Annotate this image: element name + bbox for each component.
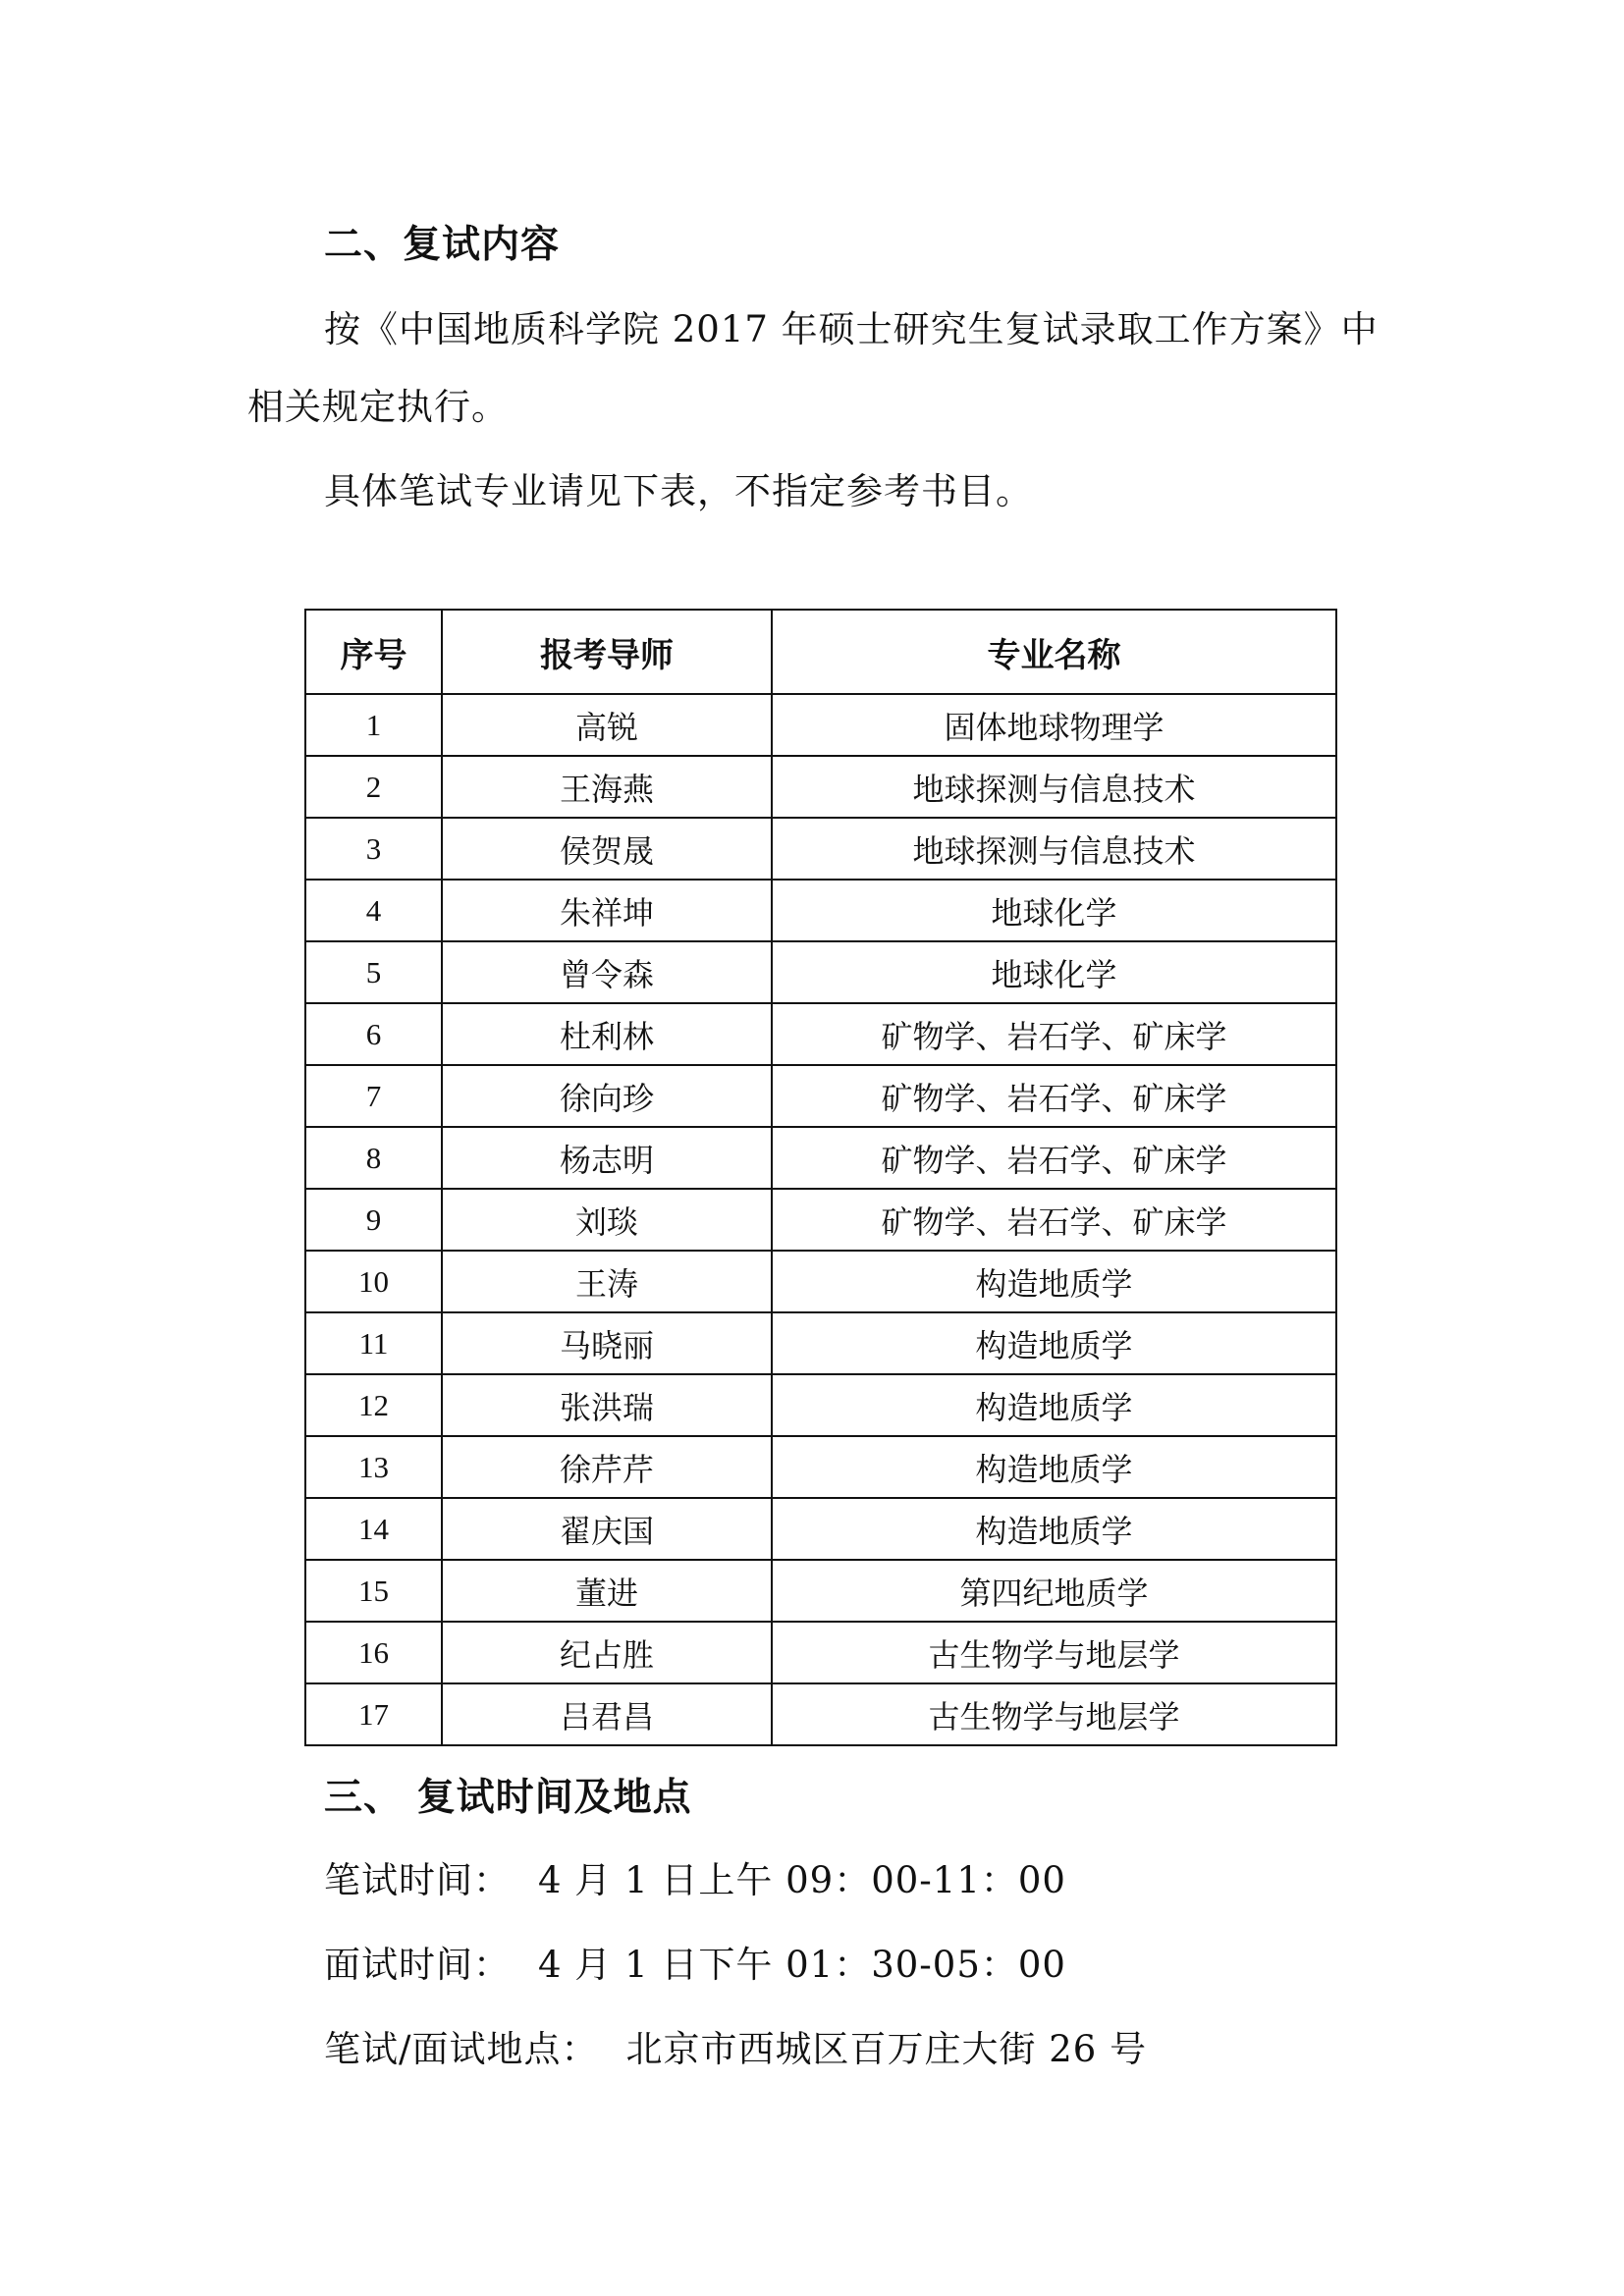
row-index: 1 — [305, 694, 442, 756]
table-row — [305, 1127, 1336, 1189]
written-exam-label: 笔试时间： — [324, 1859, 511, 1901]
row-advisor: 杜利林 — [442, 1003, 772, 1065]
row-advisor: 翟庆国 — [442, 1498, 772, 1560]
row-major: 地球化学 — [772, 941, 1336, 1003]
header-advisor: 报考导师 — [442, 610, 772, 694]
interview-time: 4 月 1 日下午 01：30-05：00 — [538, 1944, 1066, 1986]
section2-para1-line1: 按《中国地质科学院 2017 年硕士研究生复试录取工作方案》中 — [324, 308, 1379, 350]
row-index: 8 — [305, 1127, 442, 1189]
row-index: 10 — [305, 1251, 442, 1312]
row-advisor: 徐向珍 — [442, 1065, 772, 1127]
row-advisor: 董进 — [442, 1560, 772, 1622]
row-major: 地球探测与信息技术 — [772, 818, 1336, 880]
section2-para1-line2: 相关规定执行。 — [247, 386, 509, 428]
table-row — [305, 1003, 1336, 1065]
row-advisor: 刘琰 — [442, 1189, 772, 1251]
row-major: 矿物学、岩石学、矿床学 — [772, 1065, 1336, 1127]
row-index: 13 — [305, 1436, 442, 1498]
table-row — [305, 1498, 1336, 1560]
row-advisor: 王涛 — [442, 1251, 772, 1312]
row-index: 11 — [305, 1312, 442, 1374]
section2-heading: 二、复试内容 — [324, 222, 561, 267]
row-major: 古生物学与地层学 — [772, 1622, 1336, 1683]
row-index: 3 — [305, 818, 442, 880]
table-header-row — [305, 610, 1336, 694]
table-row — [305, 1065, 1336, 1127]
row-index: 15 — [305, 1560, 442, 1622]
interview-label: 面试时间： — [324, 1944, 511, 1986]
written-exam-time: 4 月 1 日上午 09：00-11：00 — [538, 1859, 1066, 1901]
table-row — [305, 1312, 1336, 1374]
row-index: 17 — [305, 1683, 442, 1745]
row-index: 5 — [305, 941, 442, 1003]
row-index: 4 — [305, 880, 442, 941]
section3-heading: 三、 复试时间及地点 — [324, 1775, 692, 1820]
row-advisor: 徐芹芹 — [442, 1436, 772, 1498]
table-row — [305, 941, 1336, 1003]
row-major: 矿物学、岩石学、矿床学 — [772, 1189, 1336, 1251]
interview-line — [324, 1935, 1066, 1988]
row-advisor: 朱祥坤 — [442, 880, 772, 941]
row-major: 古生物学与地层学 — [772, 1683, 1336, 1745]
row-index: 9 — [305, 1189, 442, 1251]
header-major: 专业名称 — [772, 610, 1336, 694]
table-row — [305, 880, 1336, 941]
location-line — [324, 2019, 1147, 2072]
section2-para2: 具体笔试专业请见下表，不指定参考书目。 — [324, 470, 1033, 512]
row-advisor: 高锐 — [442, 694, 772, 756]
location-label: 笔试/面试地点： — [324, 2028, 599, 2070]
header-index: 序号 — [305, 610, 442, 694]
row-index: 16 — [305, 1622, 442, 1683]
row-major: 构造地质学 — [772, 1312, 1336, 1374]
row-major: 构造地质学 — [772, 1251, 1336, 1312]
row-advisor: 吕君昌 — [442, 1683, 772, 1745]
row-advisor: 张洪瑞 — [442, 1374, 772, 1436]
table-row — [305, 1622, 1336, 1683]
row-major: 矿物学、岩石学、矿床学 — [772, 1127, 1336, 1189]
table-row — [305, 1560, 1336, 1622]
row-advisor: 曾令森 — [442, 941, 772, 1003]
row-advisor: 侯贺晟 — [442, 818, 772, 880]
row-major: 矿物学、岩石学、矿床学 — [772, 1003, 1336, 1065]
advisor-major-table — [304, 609, 1337, 1746]
row-major: 构造地质学 — [772, 1436, 1336, 1498]
location-address: 北京市西城区百万庄大街 26 号 — [625, 2028, 1148, 2070]
table-row — [305, 756, 1336, 818]
row-major: 固体地球物理学 — [772, 694, 1336, 756]
table-row — [305, 1251, 1336, 1312]
row-major: 地球探测与信息技术 — [772, 756, 1336, 818]
row-advisor: 马晓丽 — [442, 1312, 772, 1374]
table-row — [305, 1374, 1336, 1436]
table-row — [305, 1436, 1336, 1498]
row-major: 地球化学 — [772, 880, 1336, 941]
row-major: 构造地质学 — [772, 1374, 1336, 1436]
table-row — [305, 694, 1336, 756]
row-major: 构造地质学 — [772, 1498, 1336, 1560]
written-exam-line — [324, 1850, 1066, 1903]
row-index: 7 — [305, 1065, 442, 1127]
row-major: 第四纪地质学 — [772, 1560, 1336, 1622]
table-row — [305, 1683, 1336, 1745]
row-advisor: 王海燕 — [442, 756, 772, 818]
table-row — [305, 818, 1336, 880]
row-index: 6 — [305, 1003, 442, 1065]
row-advisor: 杨志明 — [442, 1127, 772, 1189]
row-index: 2 — [305, 756, 442, 818]
table-row — [305, 1189, 1336, 1251]
row-advisor: 纪占胜 — [442, 1622, 772, 1683]
row-index: 12 — [305, 1374, 442, 1436]
row-index: 14 — [305, 1498, 442, 1560]
